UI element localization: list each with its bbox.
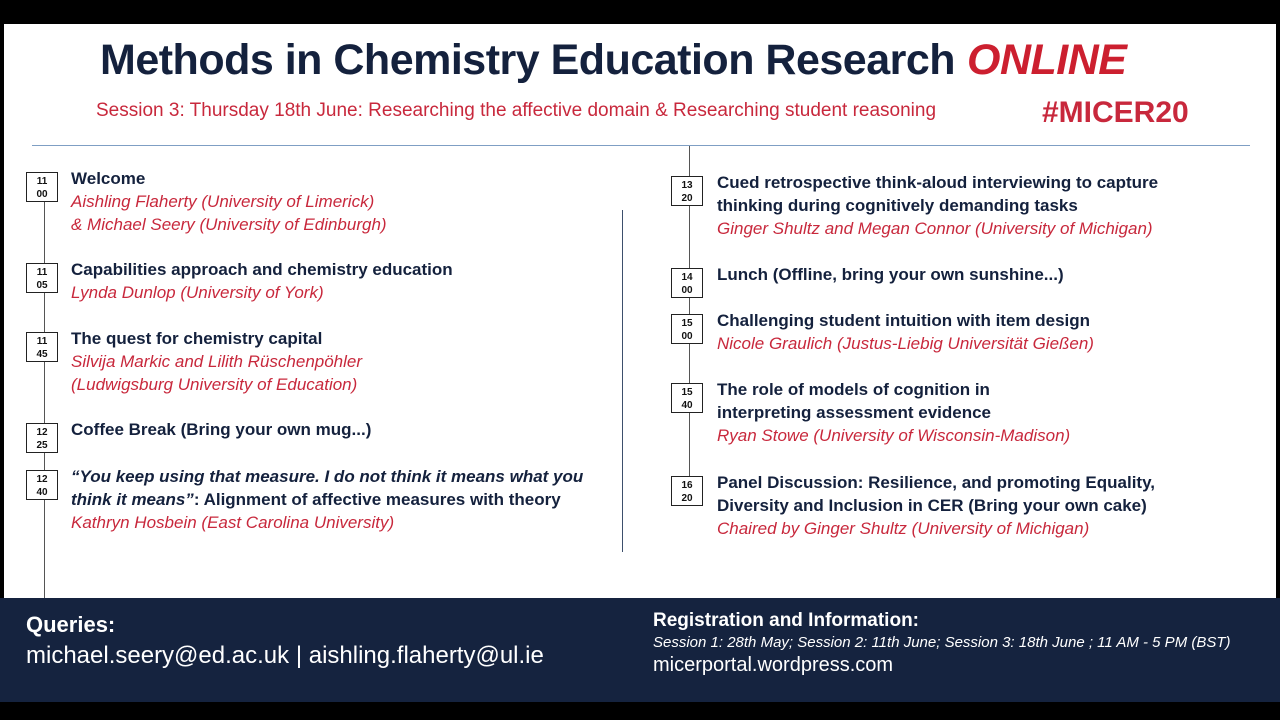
session-title-line2: Diversity and Inclusion in CER (Bring your own cake): [717, 496, 1147, 515]
registration-sessions: Session 1: 28th May; Session 2: 11th June; Session 3: 18th June ; 11 AM - 5 PM (BST): [653, 634, 1231, 651]
hashtag: #MICER20: [1042, 96, 1189, 129]
session-speaker: & Michael Seery (University of Edinburgh): [71, 215, 387, 234]
time-box: 13 20: [671, 176, 703, 206]
session-speaker: Nicole Graulich (Justus-Liebig Universität Gießen): [717, 334, 1094, 353]
session-title: Capabilities approach and chemistry education: [71, 260, 453, 279]
session-speaker: Aishling Flaherty (University of Limerick): [71, 192, 375, 211]
time-box: 15 40: [671, 383, 703, 413]
page-title: Methods in Chemistry Education Research ONLINE: [100, 36, 1127, 84]
session-speaker: Silvija Markic and Lilith Rüschenpöhler: [71, 352, 363, 371]
session-speaker: Kathryn Hosbein (East Carolina University): [71, 513, 395, 532]
session-title: The role of models of cognition in: [717, 380, 990, 399]
session-speaker: Lynda Dunlop (University of York): [71, 283, 324, 302]
session-title: The quest for chemistry capital: [71, 329, 323, 348]
column-divider: [622, 210, 623, 552]
time-box: 14 00: [671, 268, 703, 298]
time-box: 11 00: [26, 172, 58, 202]
time-box: 12 25: [26, 423, 58, 453]
time-box: 16 20: [671, 476, 703, 506]
time-box: 15 00: [671, 314, 703, 344]
session-title-line2: interpreting assessment evidence: [717, 403, 992, 422]
session-title-line2: think it means”: Alignment of affective measures with theory: [71, 490, 561, 509]
session-speaker: Chaired by Ginger Shultz (University of Michigan): [717, 519, 1090, 538]
session-title-line2: thinking during cognitively demanding tasks: [717, 196, 1078, 215]
session-title: Cued retrospective think-aloud interviewing to capture: [717, 173, 1159, 192]
session-title: Panel Discussion: Resilience, and promoting Equality,: [717, 473, 1155, 492]
session-title: Challenging student intuition with item design: [717, 311, 1091, 330]
time-box: 11 05: [26, 263, 58, 293]
time-box: 11 45: [26, 332, 58, 362]
session-title: Welcome: [71, 169, 146, 188]
header-rule: [32, 145, 1250, 146]
left-timeline-line: [44, 172, 45, 598]
session-title: Lunch (Offline, bring your own sunshine...): [717, 265, 1064, 284]
title-accent: ONLINE: [967, 36, 1127, 84]
footer: [0, 598, 1280, 702]
bottom-bar: [0, 702, 1280, 720]
time-box: 12 40: [26, 470, 58, 500]
registration-label: Registration and Information:: [653, 610, 919, 631]
session-speaker: Ginger Shultz and Megan Connor (University of Michigan): [717, 219, 1153, 238]
session-subtitle: Session 3: Thursday 18th June: Researching the affective domain & Researching student reasoning: [96, 100, 937, 121]
session-title: Coffee Break (Bring your own mug...): [71, 420, 372, 439]
queries-emails: michael.seery@ed.ac.uk | aishling.flaherty@ul.ie: [26, 642, 544, 669]
registration-url: micerportal.wordpress.com: [653, 654, 894, 676]
session-speaker: Ryan Stowe (University of Wisconsin-Madison): [717, 426, 1071, 445]
session-speaker: (Ludwigsburg University of Education): [71, 375, 358, 394]
queries-label: Queries:: [26, 612, 116, 637]
poster-card: [4, 24, 1276, 598]
session-title: “You keep using that measure. I do not think it means what you: [71, 467, 584, 486]
